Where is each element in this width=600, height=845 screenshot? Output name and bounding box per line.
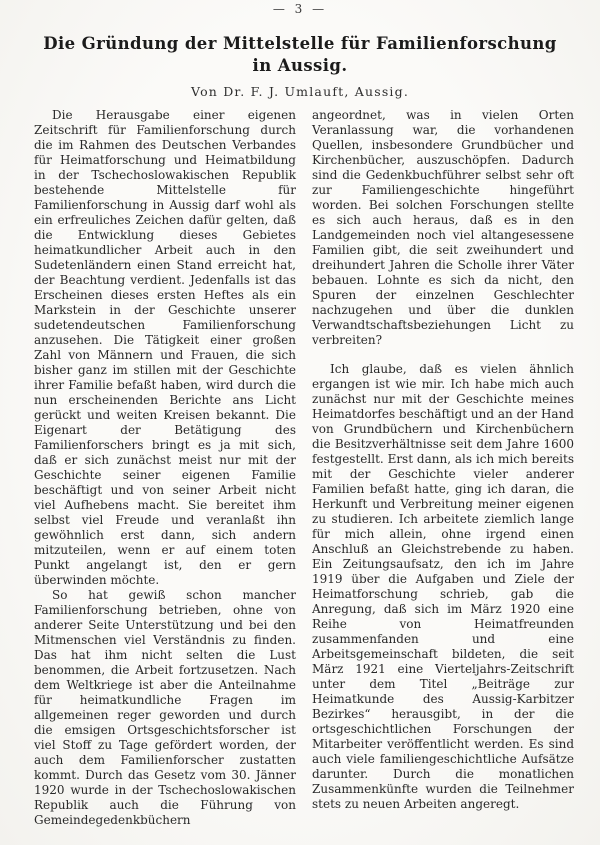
two-column-body	[0, 99, 600, 828]
paragraph: Ich glaube, daß es vielen ähnlich ergangen ist wie mir. Ich habe mich auch zunächst nur mit der Geschichte meines Heimatdorfes beschäftigt und an der Hand von Grundbüchern und Kirchenbüchern die Besitzverhältnisse seit dem Jahre 1600 festgestellt. Erst dann, als ich mich bereits mit der Geschichte vieler anderer Familien befaßt hatte, ging ich daran, die Herkunft und Verbreitung meiner eigenen zu studieren. Ich arbeitete ziemlich lange für mich allein, ohne irgend einen Anschluß an Gleichstrebende zu haben. Ein Zeitungsaufsatz, den ich im Jahre 1919 über die Aufgaben und Ziele der Heimatforschung schrieb, gab die Anregung, daß sich im März 1920 eine Reihe von Heimatfreunden zusammenfanden und eine Arbeitsgemeinschaft bildeten, die seit März 1921 eine Vierteljahrs-Zeitschrift unter dem Titel „Beiträge zur Heimatkunde des Aussig-Karbitzer Bezirkes“ herausgibt, in der die ortsgeschichtlichen Forschungen der Mitarbeiter veröffentlicht werden. Es sind auch viele familiengeschichtliche Aufsätze darunter. Durch die monatlichen Zusammenkünfte wurden die Teilnehmer stets zu neuen Arbeiten angeregt.	[312, 362, 574, 811]
page-number: — 3 —	[272, 2, 328, 16]
paragraph: Die Herausgabe einer eigenen Zeitschrift für Familienforschung durch die im Rahmen des Deutschen Verbandes für Heimatforschung und Heimatbildung in der Tschechoslowakischen Republik bestehende Mittelstelle für Familienforschung in Aussig darf wohl als ein erfreuliches Zeichen dafür gelten, daß die Entwicklung dieses Gebietes heimatkundlicher Arbeit auch in den Sudetenländern einen Stand erreicht hat, der Beachtung verdient. Jedenfalls ist das Erscheinen dieses ersten Heftes als ein Markstein in der Geschichte unserer sudetendeutschen Familienforschung anzusehen. Die Tätigkeit einer großen Zahl von Männern und Frauen, die sich bisher ganz im stillen mit der Geschichte ihrer Familie befaßt haben, wird durch die nun erscheinenden Berichte ans Licht gerückt und weiten Kreisen bekannt. Die Eigenart der Betätigung des Familienforschers bringt es ja mit sich, daß er sich zunächst meist nur mit der Geschichte seiner eigenen Familie beschäftigt und von seiner Arbeit nicht viel Aufhebens macht. Sie bereitet ihm selbst viel Freude und veranlaßt ihn gewöhnlich erst dann, sich andern mitzuteilen, wenn er auf einem toten Punkt angelangt ist, den er gern überwinden möchte.	[34, 108, 296, 587]
left-column	[34, 108, 296, 828]
right-column	[312, 108, 574, 828]
paragraph: So hat gewiß schon mancher Familienforschung betrieben, ohne von anderer Seite Unterstützung und bei den Mitmenschen viel Verständnis zu finden. Das hat ihm nicht selten die Lust benommen, die Arbeit fortzusetzen. Nach dem Weltkriege ist aber die Anteilnahme für heimatkundliche Fragen im allgemeinen reger geworden und durch die emsigen Ortsgeschichtsforscher ist viel Stoff zu Tage gefördert worden, der auch dem Familienforscher zustatten kommt. Durch das Gesetz vom 30. Jänner 1920 wurde in der Tschechoslowakischen Republik auch die Führung von Gemeindegedenkbüchern	[34, 588, 296, 827]
article-byline: Von Dr. F. J. Umlauft, Aussig.	[190, 84, 410, 99]
paragraph: angeordnet, was in vielen Orten Veranlassung war, die vorhandenen Quellen, insbesondere Grundbücher und Kirchenbücher, auszuschöpfen. Dadurch sind die Gedenkbuchführer selbst sehr oft zur Familiengeschichte hingeführt worden. Bei solchen Forschungen stellte es sich auch heraus, daß es in den Landgemeinden noch viel altangesessene Familien gibt, die seit zweihundert und dreihundert Jahren die Scholle ihrer Väter bebauen. Lohnte es sich da nicht, den Spuren der einzelnen Geschlechter nachzugehen und über die dunklen Verwandtschaftsbeziehungen Licht zu verbreiten?	[312, 108, 574, 347]
article-title	[0, 33, 600, 77]
article-title-line2: in Aussig.	[252, 56, 348, 75]
article-title-line1: Die Gründung der Mittelstelle für Familienforschung	[43, 34, 557, 53]
